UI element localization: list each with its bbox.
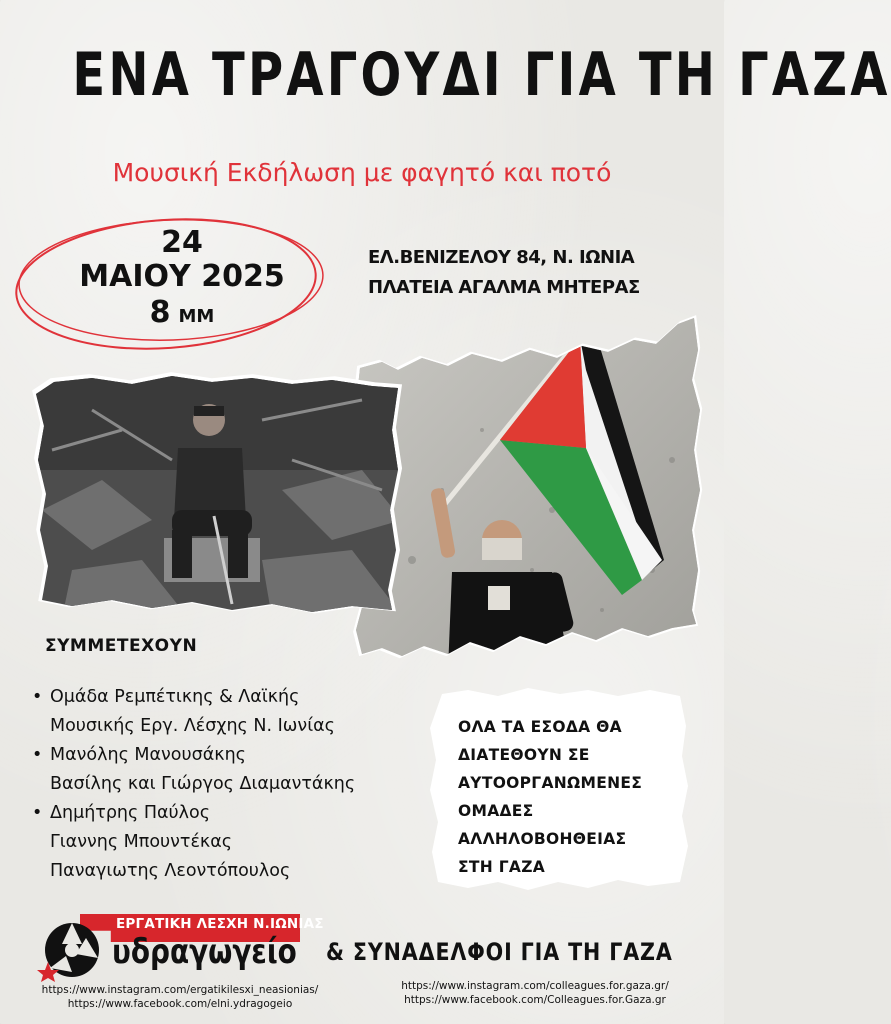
event-time [62, 294, 302, 336]
proceeds-notice [458, 713, 698, 881]
partner-organiser: & ΣΥΝΑΔΕΛΦΟΙ ΓΙΑ ΤΗ ΓΑΖΑ [326, 938, 673, 966]
event-title: ΕΝΑ ΤΡΑΓΟΥΔΙ ΓΙΑ ΤΗ ΓΑΖΑ [72, 40, 891, 110]
participants-heading: ΣΥΜΜΕΤΕΧΟΥΝ [45, 636, 198, 656]
list-item [32, 741, 422, 799]
participant-line: • Ομάδα Ρεμπέτικης & Λαϊκής [50, 687, 300, 707]
time-hour: 8 [149, 295, 171, 330]
event-date [62, 226, 302, 336]
proceeds-line: ΟΛΑ ΤΑ ΕΣΟΔΑ ΘΑ [458, 718, 622, 736]
proceeds-line: ΣΤΗ ΓΑΖΑ [458, 858, 546, 876]
proceeds-line: ΟΜΑΔΕΣ [458, 802, 534, 820]
partner-facebook-link[interactable]: https://www.facebook.com/Colleagues.for.Gaza.gr [404, 994, 666, 1006]
participant-line: Βασίλης και Γιώργος Διαμαντάκης [50, 774, 356, 794]
date-day: 24 [161, 225, 203, 260]
list-item [32, 683, 422, 741]
participants-list [32, 683, 422, 886]
proceeds-line: ΔΙΑΤΕΘΟΥΝ ΣΕ [458, 746, 590, 764]
proceeds-line: ΑΛΛΗΛΟΒΟΗΘΕΙΑΣ [458, 830, 627, 848]
organiser-facebook-link[interactable]: https://www.facebook.com/elni.ydragogeio [67, 998, 293, 1010]
time-suffix: ΜΜ [178, 306, 215, 327]
participant-line: Γιαννης Μπουντέκας [50, 832, 233, 852]
venue-square: ΠΛΑΤΕΙΑ ΑΓΑΛΜΑ ΜΗΤΕΡΑΣ [368, 277, 640, 298]
participant-line: • Δημήτρης Παύλος [50, 803, 211, 823]
organiser-name: υδραγωγείο [112, 932, 297, 972]
partner-instagram-link[interactable]: https://www.instagram.com/colleagues.for.gaza.gr/ [401, 980, 669, 992]
date-month-year: ΜΑΙΟΥ 2025 [79, 259, 285, 294]
event-venue [368, 243, 688, 303]
organiser-label: ΕΡΓΑΤΙΚΗ ΛΕΣΧΗ Ν.ΙΩΝΙΑΣ [116, 916, 324, 932]
list-item [32, 799, 422, 886]
event-subtitle: Μουσική Εκδήλωση με φαγητό και ποτό [112, 158, 612, 187]
child-photo [32, 370, 404, 618]
proceeds-line: ΑΥΤΟΟΡΓΑΝΩΜΕΝΕΣ [458, 774, 643, 792]
flag-photo [352, 310, 702, 670]
venue-address: ΕΛ.ΒΕΝΙΖΕΛΟΥ 84, Ν. ΙΩΝΙΑ [368, 247, 635, 268]
participant-line: • Μανόλης Μανουσάκης [50, 745, 246, 765]
water-tap-logo-icon [36, 914, 108, 982]
participant-line: Παναγιωτης Λεοντόπουλος [50, 861, 291, 881]
organiser-instagram-link[interactable]: https://www.instagram.com/ergatikilesxi_neasionias/ [41, 984, 319, 996]
participant-line: Μουσικής Εργ. Λέσχης Ν. Ιωνίας [50, 716, 335, 736]
